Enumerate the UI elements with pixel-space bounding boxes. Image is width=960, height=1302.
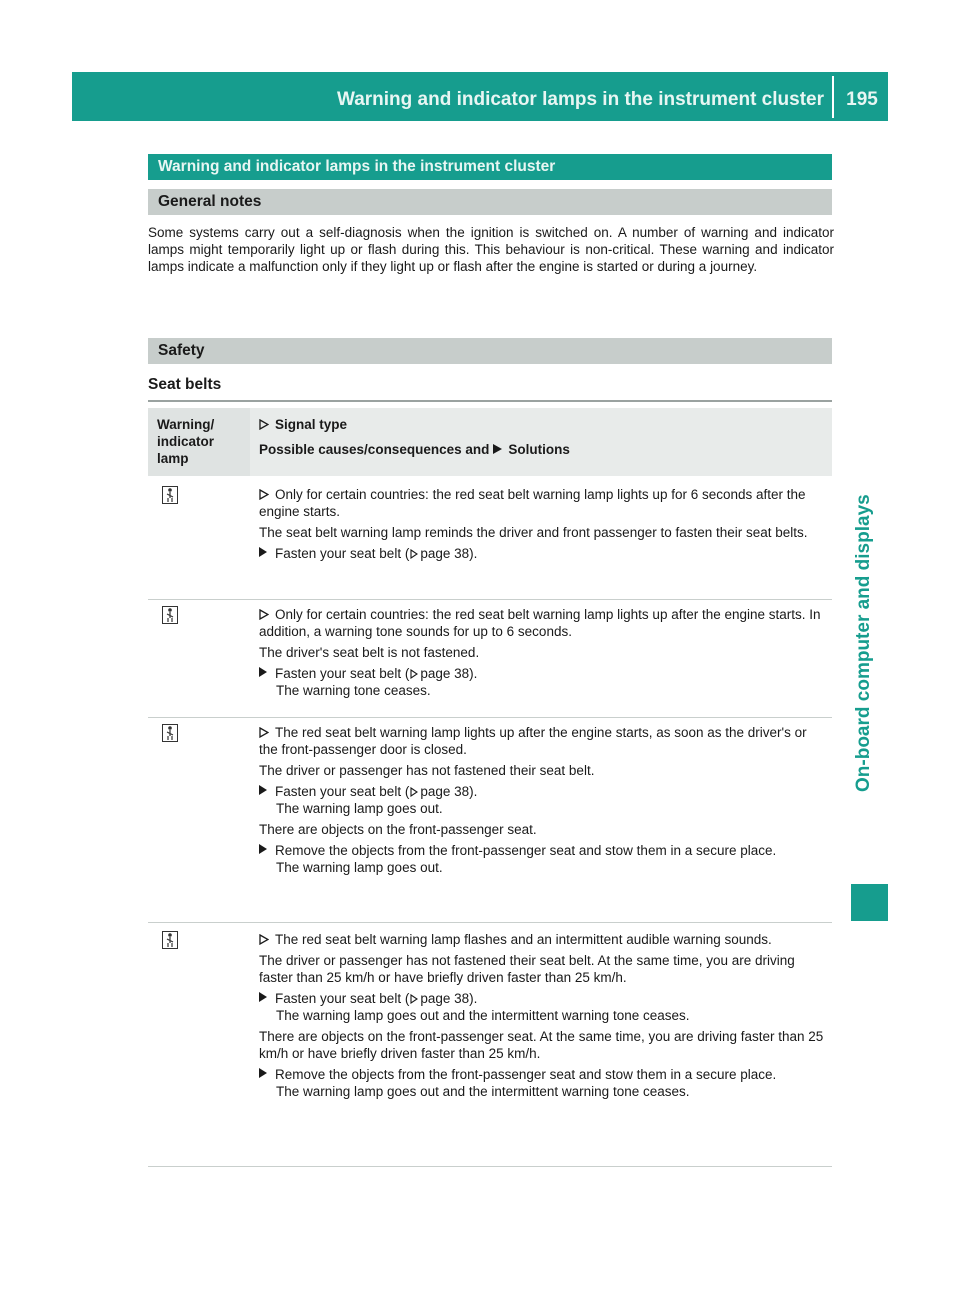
row-2-signal [259,606,829,640]
page-ref-icon [410,787,418,797]
row-4-cause-1: The driver or passenger has not fastened their seat belt. At the same time, you are driving faster than 25 km/h or have briefly driven faster than 25 km/h. [259,953,795,985]
row-4-action-1 [259,990,829,1007]
signal-triangle-icon [259,419,269,430]
col2-header-solutions [259,441,570,458]
section-title: Warning and indicator lamps in the instrument cluster [148,154,832,180]
col2-header-signal [259,416,347,433]
col2-header-causes-label: Possible causes/consequences and [259,442,490,457]
page-ref-icon [410,549,418,559]
seat-belt-icon [162,486,178,504]
safety-heading: Safety [148,338,832,364]
page-ref-icon [410,994,418,1004]
row-1-action [259,545,829,562]
row-4-cause-2: There are objects on the front-passenger seat. At the same time, you are driving faster than 25 km/h or have briefly driven faster than 25 km/h. [259,1029,824,1061]
table-bottom-rule [148,1166,832,1167]
seat-belt-icon [162,724,178,742]
seat-belt-icon [162,931,178,949]
general-notes-heading: General notes [148,189,832,215]
row-4-action-2 [259,1066,829,1083]
col2-header-signal-label: Signal type [275,417,348,432]
row-3-action-2 [259,842,829,859]
row-1-signal [259,486,829,520]
row-3-action-1-text: Fasten your seat belt ( [275,784,410,799]
row-3-cause-1: The driver or passenger has not fastened their seat belt. [259,763,595,778]
row-4-signal [259,931,829,948]
action-arrow-icon [259,844,267,854]
signal-triangle-icon [259,489,269,500]
signal-triangle-icon [259,727,269,738]
seat-belts-heading: Seat belts [148,376,222,393]
row-1-signal-text: Only for certain countries: the red seat belt warning lamp lights up for 6 seconds after the engine starts. [259,487,806,519]
row-4-result-2: The warning lamp goes out and the intermittent warning tone ceases. [276,1084,690,1099]
row-3-action-2-text: Remove the objects from the front-passenger seat and stow them in a secure place. [275,843,777,858]
page-ref-icon [410,669,418,679]
row-3-result-2: The warning lamp goes out. [276,860,443,875]
row-2-signal-text: Only for certain countries: the red seat belt warning lamp lights up after the engine starts. In addition, a warning tone sounds for up to 6 seconds. [259,607,821,639]
col1-header-label: Warning/ indicator lamp [157,417,215,466]
row-4-page-link[interactable]: page 38). [420,991,478,1006]
signal-triangle-icon [259,934,269,945]
row-3-page-link[interactable]: page 38). [420,784,478,799]
row-1-action-text: Fasten your seat belt ( [275,546,410,561]
row-1-page-link[interactable]: page 38). [420,546,478,561]
row-3-signal-text: The red seat belt warning lamp lights up after the engine starts, as soon as the driver's or the front-passenger door is closed. [259,725,807,757]
side-tab-label: On-board computer and displays [853,494,874,792]
row-divider [148,599,832,600]
row-2-action-text: Fasten your seat belt ( [275,666,410,681]
row-3-result-1: The warning lamp goes out. [276,801,443,816]
signal-triangle-icon [259,609,269,620]
side-tab [840,212,888,792]
row-4-action-2-text: Remove the objects from the front-passenger seat and stow them in a secure place. [275,1067,777,1082]
row-2-cause: The driver's seat belt is not fastened. [259,645,480,660]
row-2-page-link[interactable]: page 38). [420,666,478,681]
row-1-cause: The seat belt warning lamp reminds the driver and front passenger to fasten their seat belts. [259,525,808,540]
row-2-result: The warning tone ceases. [276,683,431,698]
row-4-result-1: The warning lamp goes out and the intermittent warning tone ceases. [276,1008,690,1023]
action-arrow-icon [259,992,267,1002]
row-1-content [259,486,829,566]
row-2-content [259,606,829,703]
row-4-signal-text: The red seat belt warning lamp flashes and an intermittent audible warning sounds. [275,932,772,947]
action-arrow-icon [259,785,267,795]
row-3-content [259,724,829,880]
action-arrow-icon [259,667,267,677]
row-2-action [259,665,829,682]
row-4-action-1-text: Fasten your seat belt ( [275,991,410,1006]
action-arrow-icon [259,1068,267,1078]
row-3-cause-2: There are objects on the front-passenger seat. [259,822,537,837]
row-3-signal [259,724,829,758]
row-4-content [259,931,829,1104]
action-arrow-icon [259,547,267,557]
running-header-title: Warning and indicator lamps in the instrument cluster [336,89,824,110]
header-divider [832,76,834,118]
seat-belt-icon [162,606,178,624]
solution-arrow-icon [493,444,502,454]
col2-header-solutions-label: Solutions [508,442,570,457]
table-top-rule [148,400,832,402]
general-notes-text: Some systems carry out a self-diagnosis when the ignition is switched on. A number of warning and indicator lamps might temporarily light up or flash during this. This behaviour is non-critical. These warning and indicator lamps indicate a malfunction only if they light up or flash after the engine is started or during a journey. [148,225,834,274]
page-number: 195 [846,89,878,110]
side-tab-marker [851,884,888,921]
row-divider [148,922,832,923]
row-3-action-1 [259,783,829,800]
row-divider [148,717,832,718]
